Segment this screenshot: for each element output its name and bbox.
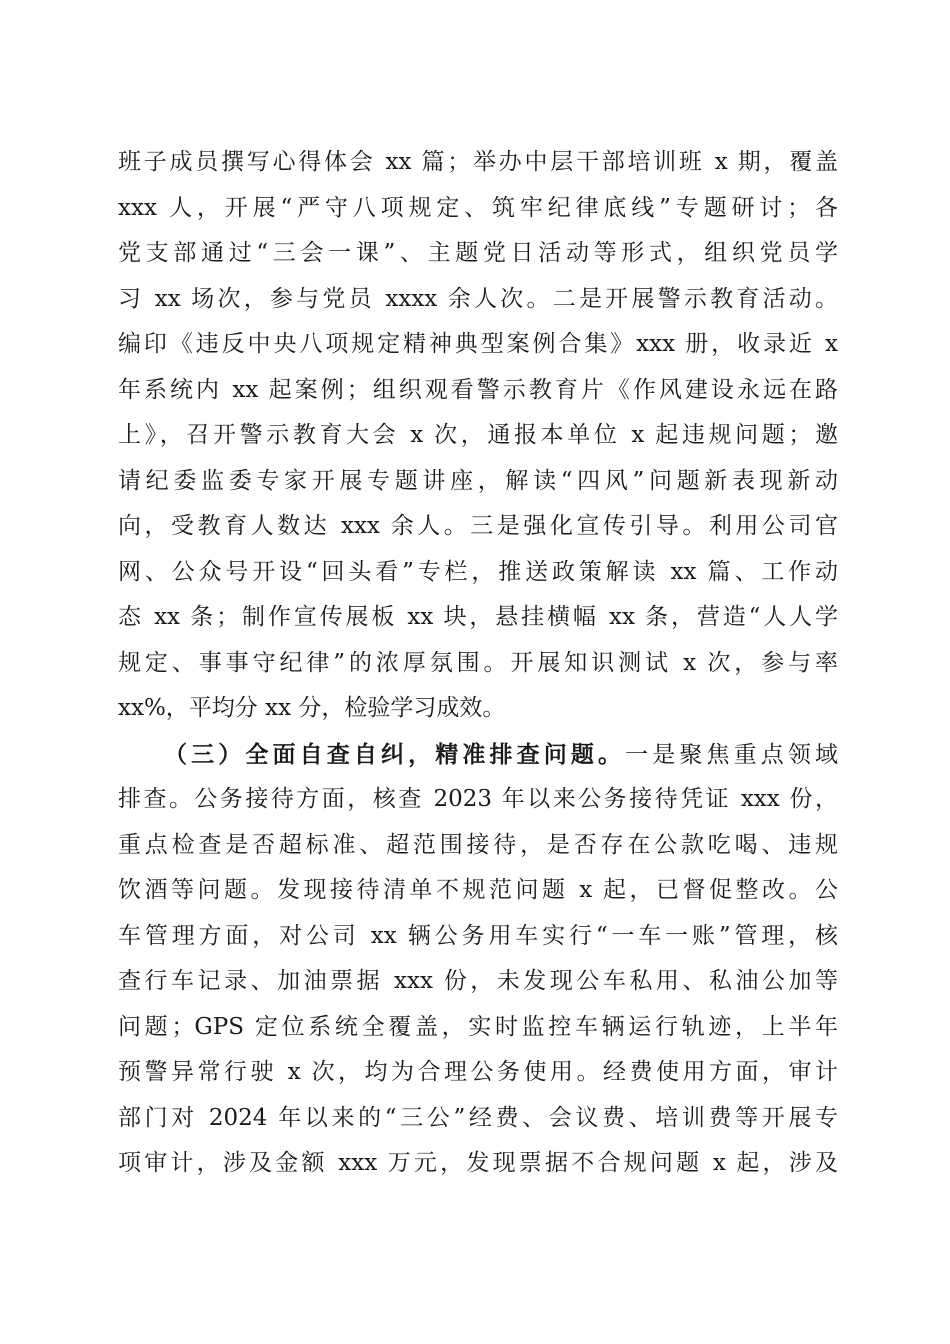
- text-line: 习 xx 场次，参与党员 xxxx 余人次。二是开展警示教育活动。: [118, 285, 838, 312]
- text-line: 党支部通过“三会一课”、主题党日活动等形式，组织党员学: [118, 240, 838, 266]
- text-line: 班子成员撰写心得体会 xx 篇；举办中层干部培训班 x 期，覆盖: [118, 149, 838, 175]
- text-line: 预警异常行驶 x 次，均为合理公务使用。经费使用方面，审计: [118, 1059, 838, 1085]
- text-line: 重点检查是否超标准、超范围接待，是否存在公款吃喝、违规: [118, 831, 838, 858]
- paragraph-self-inspection: [118, 732, 838, 1187]
- section-heading-line: [118, 732, 838, 778]
- text-line: xx%，平均分 xx 分，检验学习成效。: [118, 695, 506, 721]
- text-line: 规定、事事守纪律”的浓厚氛围。开展知识测试 x 次，参与率: [118, 649, 838, 676]
- text-line: 年系统内 xx 起案例；组织观看警示教育片《作风建设永远在路: [118, 376, 838, 403]
- section-heading: （三）全面自查自纠，精准排查问题。: [164, 740, 626, 768]
- text-line: 饮酒等问题。发现接待清单不规范问题 x 起，已督促整改。公: [118, 877, 838, 903]
- text-line: 请纪委监委专家开展专题讲座，解读“四风”问题新表现新动: [118, 467, 838, 494]
- text-line: 车管理方面，对公司 xx 辆公务用车实行“一车一账”管理，核: [118, 922, 838, 949]
- text-line: 编印《违反中央八项规定精神典型案例合集》xxx 册，收录近 x: [118, 331, 838, 357]
- text-span: 一是聚焦重点领域: [625, 741, 838, 768]
- text-line: 查行车记录、加油票据 xxx 份，未发现公车私用、私油公加等: [118, 968, 838, 994]
- text-line: 态 xx 条；制作宣传展板 xx 块，悬挂横幅 xx 条，营造“人人学: [118, 604, 838, 630]
- text-line: 项审计，涉及金额 xxx 万元，发现票据不合规问题 x 起，涉及: [118, 1150, 838, 1176]
- text-line: 排查。公务接待方面，核查 2023 年以来公务接待凭证 xxx 份，: [118, 786, 838, 812]
- text-line: 向，受教育人数达 xxx 余人。三是强化宣传引导。利用公司官: [118, 513, 838, 539]
- text-line: 部门对 2024 年以来的“三公”经费、会议费、培训费等开展专: [118, 1104, 838, 1131]
- text-line: xxx 人，开展“严守八项规定、筑牢纪律底线”专题研讨；各: [118, 194, 838, 221]
- text-line: 上》，召开警示教育大会 x 次，通报本单位 x 起违规问题；邀: [118, 422, 838, 448]
- body-text: [118, 140, 838, 1187]
- paragraph-study-education: [118, 140, 838, 732]
- text-line: 网、公众号开设“回头看”专栏，推送政策解读 xx 篇、工作动: [118, 558, 838, 585]
- text-line: 问题；GPS 定位系统全覆盖，实时监控车辆运行轨迹，上半年: [118, 1013, 838, 1040]
